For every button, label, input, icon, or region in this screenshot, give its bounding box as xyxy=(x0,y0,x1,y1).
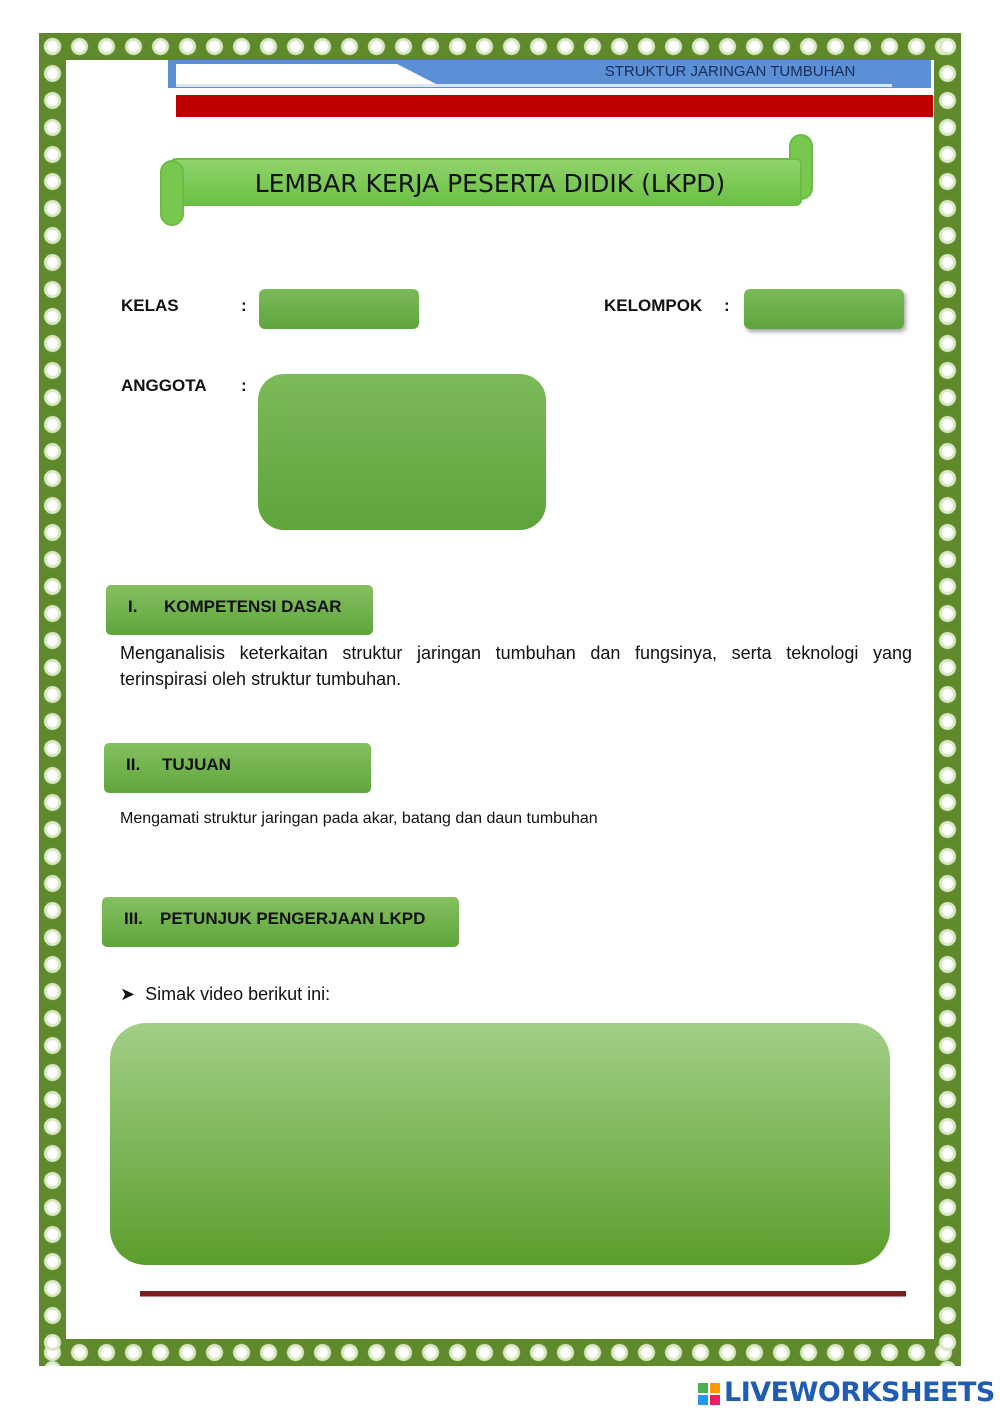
section-number: III. xyxy=(124,909,143,928)
header-white-tab xyxy=(176,64,436,84)
liveworksheets-brand[interactable]: LIVEWORKSHEETS xyxy=(724,1377,995,1408)
frame-pattern-left xyxy=(39,33,66,1366)
petunjuk-bullet xyxy=(120,981,720,1007)
bullet-text: Simak video berikut ini: xyxy=(145,984,331,1004)
liveworksheets-logo-icon xyxy=(698,1383,720,1405)
section-number: I. xyxy=(128,597,138,616)
video-embed-area[interactable] xyxy=(110,1023,890,1265)
header-underline xyxy=(176,84,892,87)
frame-pattern-right xyxy=(934,33,961,1366)
kelompok-label: KELOMPOK xyxy=(604,296,703,315)
kompetensi-dasar-text: Menganalisis keterkaitan struktur jaringan tumbuhan dan fungsinya, serta teknologi yang terinspirasi oleh struktur tumbuhan. xyxy=(120,643,912,689)
section-petunjuk-header xyxy=(102,897,459,947)
header-red-bar xyxy=(176,95,933,117)
kelas-label: KELAS xyxy=(121,296,179,315)
kelas-input[interactable] xyxy=(259,289,419,329)
page-title: LEMBAR KERJA PESERTA DIDIK (LKPD) xyxy=(254,169,726,198)
kelompok-input[interactable] xyxy=(744,289,904,329)
tujuan-text: Mengamati struktur jaringan pada akar, batang dan daun tumbuhan xyxy=(120,810,598,827)
section-number: II. xyxy=(126,755,141,774)
section-kompetensi-dasar-header xyxy=(106,585,373,635)
anggota-input[interactable] xyxy=(258,374,546,530)
section-title: TUJUAN xyxy=(162,755,231,774)
anggota-label: ANGGOTA xyxy=(121,376,207,395)
arrow-bullet-icon: ➤ xyxy=(120,984,146,1004)
section-title: PETUNJUK PENGERJAAN LKPD xyxy=(160,909,426,928)
frame-pattern-bottom xyxy=(39,1339,961,1366)
bottom-divider xyxy=(140,1291,906,1297)
section-title: KOMPETENSI DASAR xyxy=(164,597,342,616)
kelompok-colon: : xyxy=(724,296,730,315)
banner-curl-left xyxy=(160,160,184,226)
frame-pattern-top xyxy=(39,33,961,60)
section-tujuan-header xyxy=(104,743,371,793)
anggota-colon: : xyxy=(241,376,247,395)
header-subject: STRUKTUR JARINGAN TUMBUHAN xyxy=(604,63,856,80)
kelas-colon: : xyxy=(241,296,247,315)
